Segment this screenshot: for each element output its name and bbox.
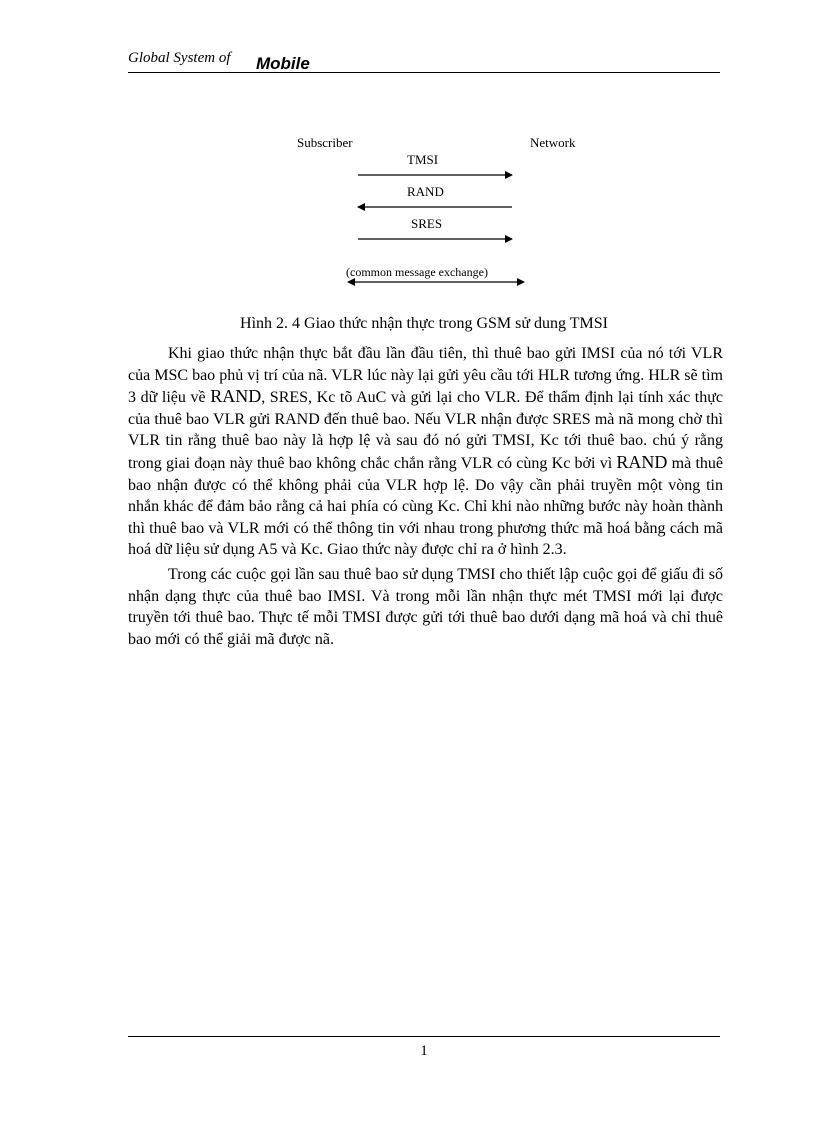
header-title: Global System of (128, 50, 231, 66)
rand-term: RAND (210, 386, 262, 407)
sres-message-label: SRES (411, 216, 443, 231)
tmsi-message-label: TMSI (407, 152, 439, 167)
paragraph-1-part-1: Khi giao thức nhận thực bắt đầu lần đầu tiên, thì thuê bao gửi IMSI của nó tới VLR của MSC bao phủ vị trí của nã. VLR lúc này lại gửi yêu cầu tới HLR tương ứng. HLR sẽ tìm 3 dữ liệu về (128, 345, 723, 407)
rand-message-label: RAND (407, 184, 444, 199)
network-label: Network (530, 135, 576, 150)
paragraph-1 (128, 343, 723, 561)
header-title-emphasis: Mobile (256, 54, 310, 73)
body-text (128, 343, 723, 650)
page-header (128, 48, 720, 73)
protocol-diagram (280, 130, 600, 300)
paragraph-2: Trong các cuộc gọi lần sau thuê bao sử dụng TMSI cho thiết lập cuộc gọi để giấu đi số nhận dạng thực của thuê bao IMSI. Và trong mỗi lần nhận thực mét TMSI mới lại được truyền tới thuê bao. Thực tế mỗi TMSI được gửi tới thuê bao dưới dạng mã hoá và chỉ thuê bao mới có thể giải mã được nã. (128, 565, 723, 648)
paragraph-1-part-2: , SRES, Kc tõ AuC và gửi lại cho VLR. Để thẩm định lại tính xác thực của thuê bao VLR gửi RAND đến thuê bao. Nếu VLR nhận được SRES mà nã mong chờ thì VLR tin rằng thuê bao này là hợp lệ và sau đó nó gửi TMSI, Kc tới thuê bao. chú ý rằng trong giai đoạn này thuê bao không chắc chắn rằng VLR có cùng Kc bởi vì (128, 389, 723, 472)
page-number: 1 (420, 1043, 428, 1059)
figure-caption: Hình 2. 4 Giao thức nhận thực trong GSM sử dung TMSI (240, 315, 608, 332)
page-footer (128, 1036, 720, 1059)
paragraph-1-part-3: mà thuê bao nhận được có thể không phải của VLR hợp lệ. Do vậy cần phải truyền một vòng tin nhắn khác để đảm bảo rằng cả hai phía có cùng Kc. Chỉ khi nào những bước này hoàn thành thì thuê bao và VLR mới có thể thông tin với nhau trong phương thức mã hoá bằng cách mã hoá dữ liệu sử dụng A5 và Kc. Giao thức này được chỉ ra ở hình 2.3. (128, 454, 724, 559)
subscriber-label: Subscriber (297, 135, 353, 150)
rand-term: RAND (616, 451, 668, 472)
protocol-diagram-svg (280, 130, 600, 300)
common-exchange-label: (common message exchange) (346, 265, 488, 279)
